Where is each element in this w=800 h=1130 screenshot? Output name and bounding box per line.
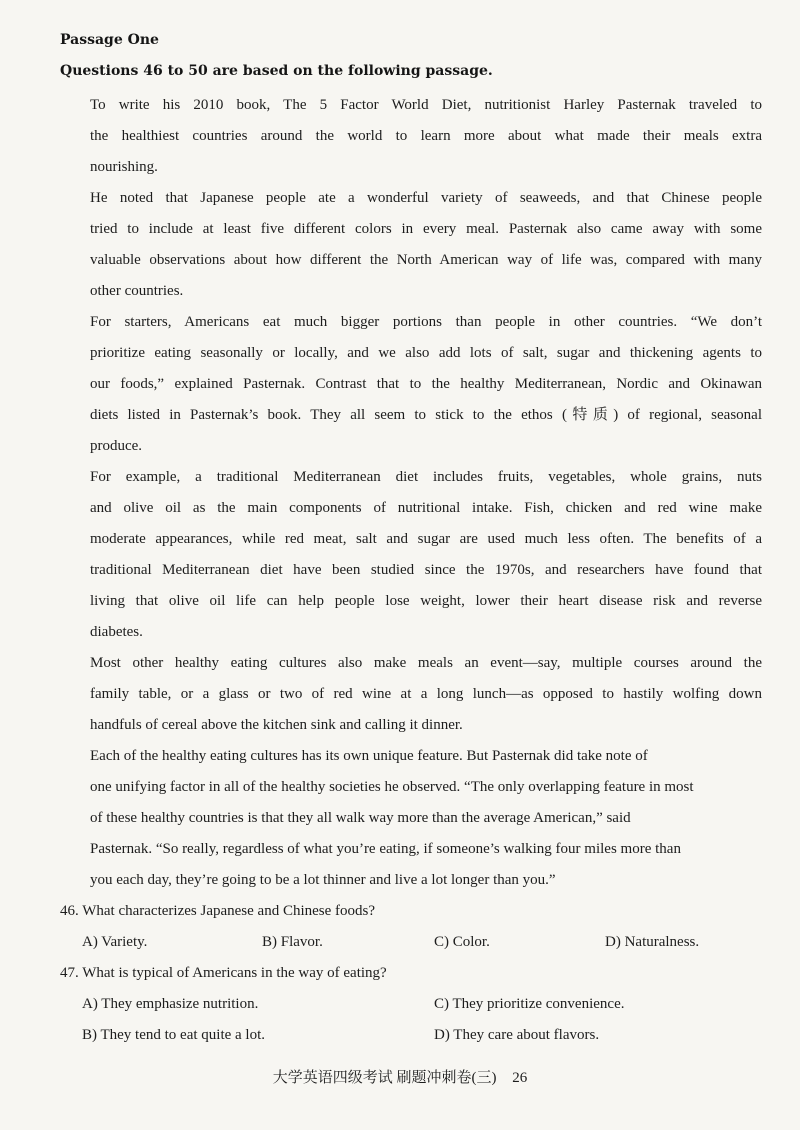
paragraph-6 [60,741,762,896]
page-footer [0,1066,800,1087]
paragraph-2 [60,183,762,307]
question-47-option-b: B) They tend to eat quite a lot. [82,1027,266,1043]
question-46-option-c: C) Color. [434,934,490,950]
paragraph-3 [60,307,762,462]
question-46-option-a: A) Variety. [82,934,148,950]
passage-body [60,90,762,896]
question-47-stem: 47. What is typical of Americans in the way of eating? [60,965,387,981]
question-46-option-d: D) Naturalness. [605,934,700,950]
paragraph-line: tried to include at least five different colors in every meal. Pasternak also came away with some [90,221,762,237]
paragraph-line: and olive oil as the main components of nutritional intake. Fish, chicken and red wine make [90,500,762,516]
paragraph-line: living that olive oil life can help people lose weight, lower their heart disease risk and reverse [90,593,762,609]
paragraph-line: For starters, Americans eat much bigger portions than people in other countries. “We don’t [90,314,762,330]
paragraph-line: handfuls of cereal above the kitchen sink and calling it dinner. [90,717,463,733]
paragraph-line: diets listed in Pasternak’s book. They all seem to stick to the ethos (特质) of regional, seasonal [90,407,762,423]
paragraph-4 [60,462,762,648]
paragraph-line: produce. [90,438,143,454]
paragraph-line: of these healthy countries is that they all walk way more than the average American,” said [90,810,631,826]
question-47-option-c: C) They prioritize convenience. [434,996,625,1012]
paragraph-line: the healthiest countries around the world to learn more about what made their meals extra [90,128,762,144]
paragraph-line: prioritize eating seasonally or locally, and we also add lots of salt, sugar and thickening agents to [90,345,762,361]
paragraph-line: other countries. [90,283,184,299]
paragraph-line: family table, or a glass or two of red wine at a long lunch—as opposed to hastily wolfing down [90,686,762,702]
paragraph-5 [60,648,762,741]
passage-title: Passage One [60,32,159,48]
paragraph-line: our foods,” explained Pasternak. Contrast that to the healthy Mediterranean, Nordic and Okinawan [90,376,762,392]
question-46-option-b: B) Flavor. [262,934,323,950]
question-46-stem: 46. What characterizes Japanese and Chinese foods? [60,903,376,919]
page-number: 26 [512,1070,528,1086]
paragraph-line: nourishing. [90,159,158,175]
paragraph-line: traditional Mediterranean diet have been studied since the 1970s, and researchers have found that [90,562,762,578]
footer-title: 大学英语四级考试 刷题冲刺卷(三) [272,1070,497,1086]
paragraph-line: Most other healthy eating cultures also make meals an event—say, multiple courses around the [90,655,762,671]
passage-instruction: Questions 46 to 50 are based on the following passage. [60,63,493,79]
paragraph-line: Each of the healthy eating cultures has its own unique feature. But Pasternak did take note of [90,748,648,764]
question-47-option-a: A) They emphasize nutrition. [82,996,259,1012]
paragraph-line: Pasternak. “So really, regardless of what you’re eating, if someone’s walking four miles more than [90,841,681,857]
paragraph-line: For example, a traditional Mediterranean diet includes fruits, vegetables, whole grains, nuts [90,469,762,485]
question-47-option-d: D) They care about flavors. [434,1027,600,1043]
paragraph-1 [60,90,762,183]
paragraph-line: moderate appearances, while red meat, salt and sugar are used much less often. The benefits of a [90,531,762,547]
paragraph-line: He noted that Japanese people ate a wonderful variety of seaweeds, and that Chinese people [90,190,762,206]
paragraph-line: diabetes. [90,624,143,640]
paragraph-line: you each day, they’re going to be a lot thinner and live a lot longer than you.” [90,872,556,888]
paragraph-line: one unifying factor in all of the healthy societies he observed. “The only overlapping feature in most [90,779,694,795]
paragraph-line: valuable observations about how different the North American way of life was, compared with many [90,252,762,268]
paragraph-line: To write his 2010 book, The 5 Factor World Diet, nutritionist Harley Pasternak traveled to [90,97,762,113]
